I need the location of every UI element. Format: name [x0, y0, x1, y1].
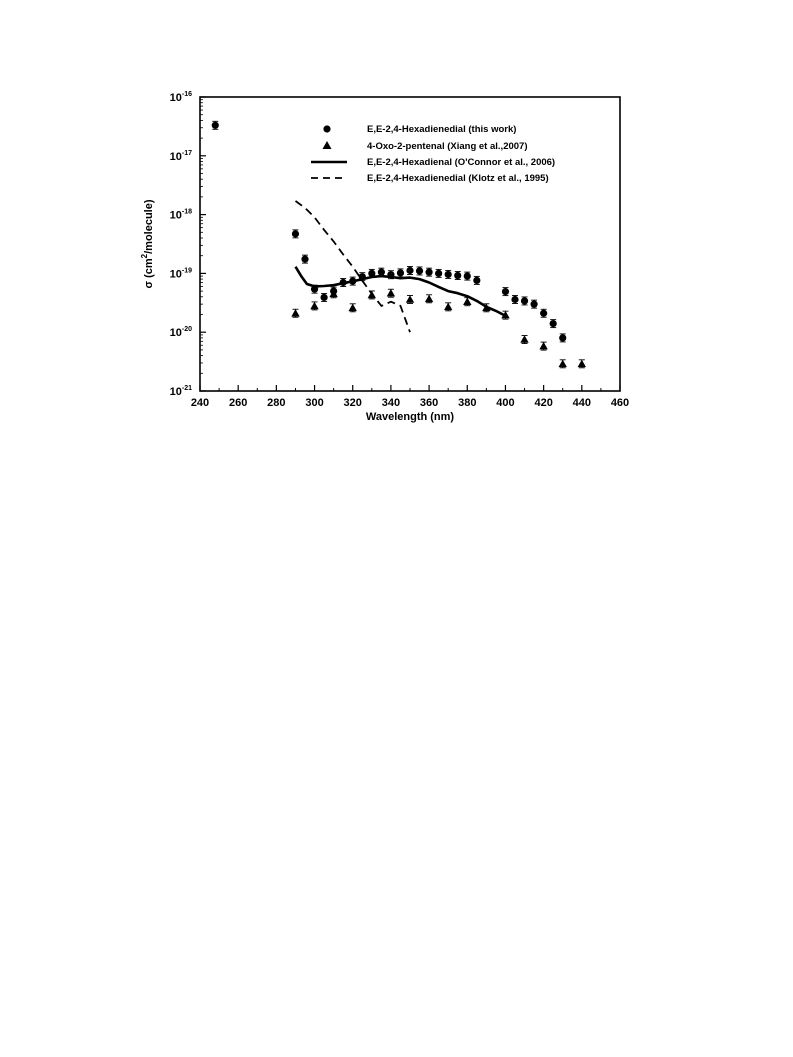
data-point-circle: [435, 270, 442, 277]
data-point-triangle: [349, 304, 357, 312]
x-tick-label: 280: [267, 397, 286, 409]
data-point-circle: [340, 279, 347, 286]
data-point-circle: [292, 230, 299, 237]
x-tick-label: 440: [572, 397, 591, 409]
x-tick-label: 400: [496, 397, 515, 409]
data-point-circle: [406, 267, 413, 274]
data-point-circle: [445, 271, 452, 278]
data-point-circle: [550, 320, 557, 327]
y-tick-label: [170, 267, 192, 280]
data-point-circle: [521, 297, 528, 304]
axis-ticks: [170, 91, 630, 409]
y-tick-label-exponent: -19: [181, 267, 192, 275]
y-tick-label-base: 10: [169, 386, 182, 398]
x-axis-label: Wavelength (nm): [365, 411, 455, 423]
line-series: [296, 201, 506, 332]
data-point-circle: [425, 269, 432, 276]
legend-label-series-3: E,E-2,4-Hexadienal (O'Connor et al., 2006): [367, 157, 556, 168]
data-point-triangle: [387, 289, 395, 297]
data-point-circle: [349, 277, 356, 284]
y-tick-label-base: 10: [169, 268, 182, 281]
y-tick-label: [170, 150, 192, 163]
x-tick-label: 460: [610, 397, 630, 409]
data-point-circle: [511, 296, 518, 303]
y-axis-label-prefix: σ (cm: [143, 258, 155, 289]
data-point-triangle: [578, 360, 586, 368]
data-point-circle: [530, 301, 537, 308]
x-tick-label: 240: [190, 397, 210, 409]
data-point-circle: [473, 277, 480, 284]
y-axis-label: [140, 199, 155, 288]
data-point-circle: [212, 122, 219, 129]
y-tick-label: [170, 209, 192, 222]
y-tick-label-base: 10: [169, 150, 182, 163]
data-point-circle: [359, 273, 366, 280]
chart-figure: [0, 0, 793, 440]
y-tick-label-base: 10: [169, 327, 182, 340]
data-point-circle: [368, 270, 375, 277]
legend-marker-circle: [323, 125, 330, 132]
data-point-triangle: [425, 295, 433, 303]
data-point-circle: [301, 256, 308, 263]
legend: [311, 124, 555, 184]
x-tick-label: 360: [419, 397, 439, 409]
data-point-circle: [378, 269, 385, 276]
data-point-circle: [397, 269, 404, 276]
data-point-circle: [540, 310, 547, 317]
x-tick-label: 260: [229, 397, 248, 409]
data-point-circle: [311, 286, 318, 293]
data-point-circle: [464, 272, 471, 279]
data-point-circle: [454, 272, 461, 279]
data-point-triangle: [559, 360, 567, 368]
y-tick-label-base: 10: [169, 209, 182, 222]
x-tick-label: 380: [458, 397, 477, 409]
data-point-circle: [502, 288, 509, 295]
data-point-circle: [320, 294, 327, 301]
data-point-triangle: [444, 303, 452, 311]
data-point-triangle: [520, 335, 528, 343]
series-line-dashed: [296, 201, 411, 332]
y-tick-label: [170, 326, 192, 339]
y-tick-label-exponent: -16: [181, 91, 192, 98]
legend-label-series-2: 4-Oxo-2-pentenal (Xiang et al.,2007): [367, 141, 528, 152]
data-point-circle: [559, 334, 566, 341]
legend-label-series-4: E,E-2,4-Hexadienedial (Klotz et al., 1995): [367, 173, 549, 184]
data-point-triangle: [310, 302, 318, 310]
legend-marker-triangle: [323, 141, 332, 149]
data-point-circle: [416, 267, 423, 274]
legend-label-series-1: E,E-2,4-Hexadienedial (this work): [367, 124, 517, 135]
data-point-circle: [387, 271, 394, 278]
y-tick-label-exponent: -17: [181, 149, 192, 157]
y-tick-label-exponent: -20: [181, 326, 192, 334]
x-tick-label: 420: [534, 397, 553, 409]
data-point-triangle: [406, 295, 414, 303]
data-point-triangle: [539, 342, 547, 350]
x-tick-label: 320: [343, 397, 362, 409]
y-tick-label: [170, 385, 192, 398]
data-point-triangle: [291, 309, 299, 317]
data-point-triangle: [368, 291, 376, 299]
x-tick-label: 340: [381, 397, 401, 409]
x-tick-label: 300: [305, 397, 324, 409]
y-axis-label-suffix: /molecule): [143, 199, 155, 254]
y-tick-label: [170, 91, 192, 104]
y-tick-label-exponent: -18: [181, 208, 192, 216]
y-tick-label-exponent: -21: [181, 385, 192, 392]
y-axis-label-superscript: 2: [140, 253, 149, 259]
chart-svg: [0, 0, 793, 440]
y-tick-label-base: 10: [169, 92, 182, 104]
